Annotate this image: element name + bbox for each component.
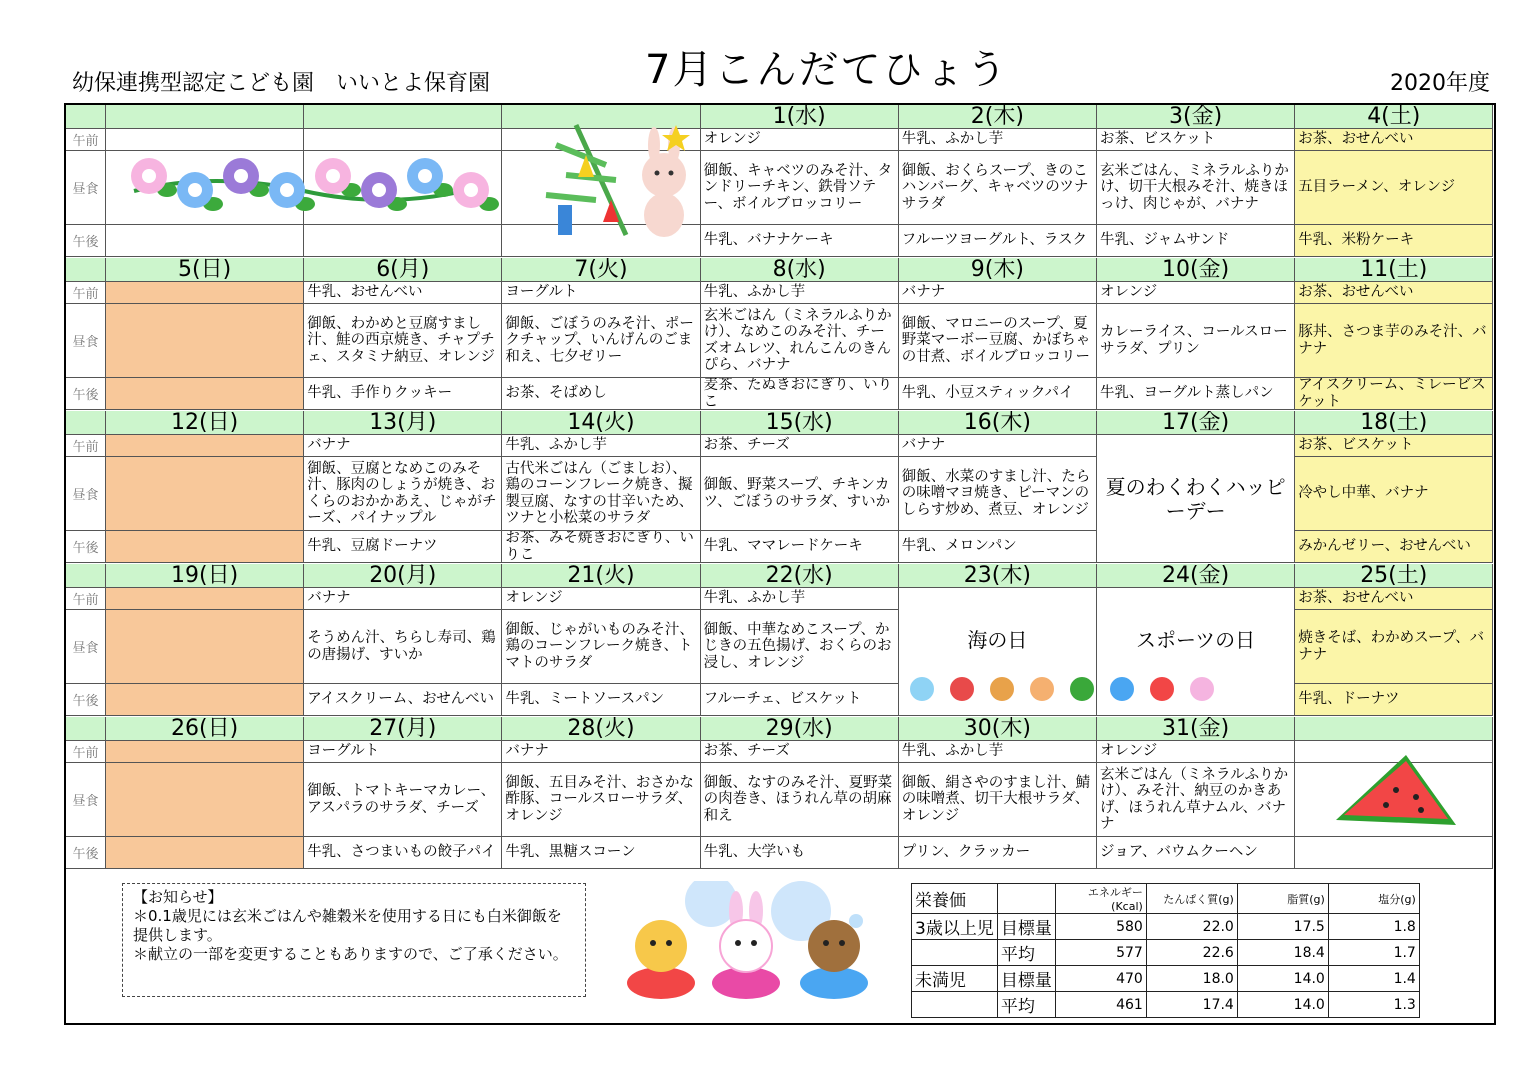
day-date: 20(月) — [304, 564, 502, 588]
morning-glory-decoration — [124, 131, 514, 231]
label-pm: 午後 — [66, 225, 106, 257]
holiday-cell: 海の日 — [899, 588, 1097, 716]
nutrition-row: 3歳以上児 目標量 580 22.0 17.5 1.8 — [912, 914, 1420, 940]
snack-cell: みかんゼリー、おせんべい — [1295, 531, 1493, 563]
lunch-cell — [106, 304, 304, 378]
fat-header: 脂質(g) — [1237, 884, 1328, 914]
day-date: 30(木) — [899, 717, 1097, 741]
day-date: 9(木) — [899, 258, 1097, 282]
day-date: 6(月) — [304, 258, 502, 282]
label-pm: 午後 — [66, 531, 106, 563]
fiscal-year: 2020年度 — [1390, 71, 1490, 96]
snack-cell: アイスクリーム、ミレービスケット — [1295, 378, 1493, 410]
snack-cell: 牛乳、ヨーグルト蒸しパン — [1097, 378, 1295, 410]
snack-cell: 牛乳、黒糖スコーン — [502, 837, 700, 869]
organization-name: 幼保連携型認定こども園 いいとよ保育園 — [72, 71, 491, 96]
snack-cell: ジョア、バウムクーヘン — [1097, 837, 1295, 869]
snack-cell: 牛乳、バナナケーキ — [701, 225, 899, 257]
breakfast-cell: お茶、ビスケット — [1295, 435, 1493, 457]
day-date: 5(日) — [106, 258, 304, 282]
breakfast-cell: ヨーグルト — [502, 282, 700, 304]
breakfast-cell: オレンジ — [1097, 741, 1295, 763]
label-pm: 午後 — [66, 684, 106, 716]
day-date: 7(火) — [502, 258, 700, 282]
day-date: 19(日) — [106, 564, 304, 588]
day-date: 21(火) — [502, 564, 700, 588]
lunch-cell: 御飯、野菜スープ、チキンカツ、ごぼうのサラダ、すいか — [701, 457, 899, 531]
notice-title: 【お知らせ】 — [133, 888, 223, 906]
menu-calendar — [64, 103, 1496, 1025]
breakfast-cell: バナナ — [304, 588, 502, 610]
salt-header: 塩分(g) — [1328, 884, 1419, 914]
snack-cell: お茶、そばめし — [502, 378, 700, 410]
day-date — [106, 105, 304, 129]
day-date: 8(水) — [701, 258, 899, 282]
lunch-cell: 御飯、水菜のすまし汁、たらの味噌マヨ焼き、ピーマンのしらす炒め、煮豆、オレンジ — [899, 457, 1097, 531]
label-am: 午前 — [66, 741, 106, 763]
day-date: 28(火) — [502, 717, 700, 741]
lunch-cell: 御飯、じゃがいものみそ汁、鶏のコーンフレーク焼き、トマトのサラダ — [502, 610, 700, 684]
snack-cell — [106, 684, 304, 716]
breakfast-cell: バナナ — [899, 435, 1097, 457]
footer-area — [66, 871, 1494, 1025]
snack-cell: 牛乳、さつまいもの餃子パイ — [304, 837, 502, 869]
swimming-animals-illustration — [606, 881, 896, 1006]
label-lunch: 昼食 — [66, 304, 106, 378]
label-spacer — [66, 717, 106, 741]
lunch-cell — [106, 763, 304, 837]
snack-cell: お茶、みそ焼きおにぎり、いりこ — [502, 531, 700, 563]
breakfast-cell: お茶、ビスケット — [1097, 129, 1295, 151]
breakfast-cell: バナナ — [899, 282, 1097, 304]
page-title: 7月こんだてひょう — [645, 47, 1009, 93]
holiday-cell: 夏のわくわくハッピーデー — [1097, 435, 1295, 563]
label-spacer — [66, 258, 106, 282]
breakfast-cell: 牛乳、おせんべい — [304, 282, 502, 304]
snack-cell: 牛乳、ミートソースパン — [502, 684, 700, 716]
label-am: 午前 — [66, 435, 106, 457]
day-date: 18(土) — [1295, 411, 1493, 435]
lunch-cell: 五目ラーメン、オレンジ — [1295, 151, 1493, 225]
breakfast-cell: オレンジ — [1097, 282, 1295, 304]
label-lunch: 昼食 — [66, 763, 106, 837]
snack-cell: プリン、クラッカー — [899, 837, 1097, 869]
breakfast-cell: 牛乳、ふかし芋 — [502, 435, 700, 457]
nutrition-table — [911, 883, 1420, 1018]
snack-cell: フルーチェ、ビスケット — [701, 684, 899, 716]
lunch-cell: 御飯、おくらスープ、きのこハンバーグ、キャベツのツナサラダ — [899, 151, 1097, 225]
lunch-cell: 古代米ごはん（ごましお）、鶏のコーンフレーク焼き、擬製豆腐、なすの甘辛いため、ツナと小松菜のサラダ — [502, 457, 700, 531]
nutrition-row: 平均 461 17.4 14.0 1.3 — [912, 992, 1420, 1018]
day-date: 29(水) — [701, 717, 899, 741]
day-date: 4(土) — [1295, 105, 1493, 129]
lunch-cell: 御飯、なすのみそ汁、夏野菜の肉巻き、ほうれん草の胡麻和え — [701, 763, 899, 837]
day-date: 22(水) — [701, 564, 899, 588]
label-lunch: 昼食 — [66, 610, 106, 684]
breakfast-cell: ヨーグルト — [304, 741, 502, 763]
breakfast-cell — [106, 435, 304, 457]
label-spacer — [66, 411, 106, 435]
breakfast-cell: お茶、おせんべい — [1295, 588, 1493, 610]
breakfast-cell — [106, 588, 304, 610]
protein-header: たんぱく質(g) — [1146, 884, 1237, 914]
lunch-cell: カレーライス、コールスローサラダ、プリン — [1097, 304, 1295, 378]
day-date: 1(水) — [701, 105, 899, 129]
day-date: 13(月) — [304, 411, 502, 435]
notice-line-2: ＊献立の一部を変更することもありますので、ご了承ください。 — [133, 945, 568, 963]
lunch-cell: 御飯、トマトキーマカレー、アスパラのサラダ、チーズ — [304, 763, 502, 837]
day-date: 12(日) — [106, 411, 304, 435]
day-date — [1295, 717, 1493, 741]
day-date: 10(金) — [1097, 258, 1295, 282]
lunch-cell: 玄米ごはん、ミネラルふりかけ、切干大根みそ汁、焼きほっけ、肉じゃが、バナナ — [1097, 151, 1295, 225]
snack-cell: 牛乳、豆腐ドーナツ — [304, 531, 502, 563]
label-am: 午前 — [66, 282, 106, 304]
lunch-cell: 豚丼、さつま芋のみそ汁、バナナ — [1295, 304, 1493, 378]
holiday-cell: スポーツの日 — [1097, 588, 1295, 716]
breakfast-cell — [106, 741, 304, 763]
snack-cell: アイスクリーム、おせんべい — [304, 684, 502, 716]
breakfast-cell: お茶、チーズ — [701, 741, 899, 763]
energy-header: エネルギー(Kcal) — [1055, 884, 1146, 914]
day-date: 24(金) — [1097, 564, 1295, 588]
snack-cell: 牛乳、メロンパン — [899, 531, 1097, 563]
snack-cell: 牛乳、ドーナツ — [1295, 684, 1493, 716]
day-date: 16(木) — [899, 411, 1097, 435]
snack-cell: 牛乳、小豆スティックパイ — [899, 378, 1097, 410]
lunch-cell: 御飯、絹さやのすまし汁、鯖の味噌煮、切干大根サラダ、オレンジ — [899, 763, 1097, 837]
lunch-cell: 御飯、わかめと豆腐すまし汁、鮭の西京焼き、チャプチェ、スタミナ納豆、オレンジ — [304, 304, 502, 378]
label-pm: 午後 — [66, 378, 106, 410]
breakfast-cell: お茶、おせんべい — [1295, 129, 1493, 151]
lunch-cell: 御飯、豆腐となめこのみそ汁、豚肉のしょうが焼き、おくらのおかかあえ、じゃがチーズ、パイナップル — [304, 457, 502, 531]
watermelon-illustration — [1326, 745, 1466, 845]
lunch-cell: 玄米ごはん（ミネラルふりかけ）、みそ汁、納豆のかきあげ、ほうれん草ナムル、バナナ — [1097, 763, 1295, 837]
notice-box — [122, 883, 586, 997]
day-date: 3(金) — [1097, 105, 1295, 129]
lunch-cell — [106, 610, 304, 684]
lunch-cell: 御飯、ごぼうのみそ汁、ポークチャップ、いんげんのごま和え、七夕ゼリー — [502, 304, 700, 378]
lunch-cell: 玄米ごはん（ミネラルふりかけ）、なめこのみそ汁、チーズオムレツ、れんこんのきんぴら、バナナ — [701, 304, 899, 378]
day-date: 25(土) — [1295, 564, 1493, 588]
day-date: 23(木) — [899, 564, 1097, 588]
snack-cell — [106, 378, 304, 410]
snack-cell — [106, 837, 304, 869]
lunch-cell: 御飯、五目みそ汁、おさかな酢豚、コールスローサラダ、オレンジ — [502, 763, 700, 837]
snack-cell: 牛乳、大学いも — [701, 837, 899, 869]
breakfast-cell: お茶、おせんべい — [1295, 282, 1493, 304]
label-lunch: 昼食 — [66, 457, 106, 531]
day-date: 2(木) — [899, 105, 1097, 129]
day-date: 17(金) — [1097, 411, 1295, 435]
lunch-cell: 御飯、マロニーのスープ、夏野菜マーボー豆腐、かぼちゃの甘煮、ボイルブロッコリー — [899, 304, 1097, 378]
label-spacer — [66, 564, 106, 588]
lunch-cell: 冷やし中華、バナナ — [1295, 457, 1493, 531]
snack-cell: 牛乳、ジャムサンド — [1097, 225, 1295, 257]
snack-cell: フルーツヨーグルト、ラスク — [899, 225, 1097, 257]
breakfast-cell: オレンジ — [502, 588, 700, 610]
breakfast-cell: 牛乳、ふかし芋 — [701, 588, 899, 610]
breakfast-cell: バナナ — [304, 435, 502, 457]
snack-cell: 牛乳、米粉ケーキ — [1295, 225, 1493, 257]
day-date: 11(土) — [1295, 258, 1493, 282]
breakfast-cell: 牛乳、ふかし芋 — [899, 129, 1097, 151]
breakfast-cell: オレンジ — [701, 129, 899, 151]
lunch-cell: 御飯、中華なめこスープ、かじきの五色揚げ、おくらのお浸し、オレンジ — [701, 610, 899, 684]
breakfast-cell: バナナ — [502, 741, 700, 763]
snack-cell: 牛乳、ママレードケーキ — [701, 531, 899, 563]
day-date: 31(金) — [1097, 717, 1295, 741]
breakfast-cell: 牛乳、ふかし芋 — [899, 741, 1097, 763]
breakfast-cell: お茶、チーズ — [701, 435, 899, 457]
snack-cell: 牛乳、手作りクッキー — [304, 378, 502, 410]
day-date: 27(月) — [304, 717, 502, 741]
summer-items-decoration — [904, 671, 1260, 707]
tanabata-bamboo-illustration — [516, 105, 714, 245]
day-date: 14(火) — [502, 411, 700, 435]
lunch-cell: そうめん汁、ちらし寿司、鶏の唐揚げ、すいか — [304, 610, 502, 684]
label-pm: 午後 — [66, 837, 106, 869]
label-am: 午前 — [66, 588, 106, 610]
breakfast-cell: 牛乳、ふかし芋 — [701, 282, 899, 304]
lunch-cell: 焼きそば、わかめスープ、バナナ — [1295, 610, 1493, 684]
breakfast-cell — [106, 282, 304, 304]
notice-line-1: ＊0.1歳児には玄米ごはんや雑穀米を使用する日にも白米御飯を提供します。 — [133, 907, 562, 944]
label-spacer — [66, 105, 106, 129]
label-am: 午前 — [66, 129, 106, 151]
nutrition-row: 未満児 目標量 470 18.0 14.0 1.4 — [912, 966, 1420, 992]
snack-cell: 麦茶、たぬきおにぎり、いりこ — [701, 378, 899, 410]
nutrition-title: 栄養価 — [912, 884, 998, 914]
day-date — [304, 105, 502, 129]
nutrition-row: 平均 577 22.6 18.4 1.7 — [912, 940, 1420, 966]
day-date: 26(日) — [106, 717, 304, 741]
lunch-cell: 御飯、キャベツのみそ汁、タンドリーチキン、鉄骨ソテー、ボイルブロッコリー — [701, 151, 899, 225]
lunch-cell — [106, 457, 304, 531]
label-lunch: 昼食 — [66, 151, 106, 225]
day-date: 15(水) — [701, 411, 899, 435]
snack-cell — [106, 531, 304, 563]
